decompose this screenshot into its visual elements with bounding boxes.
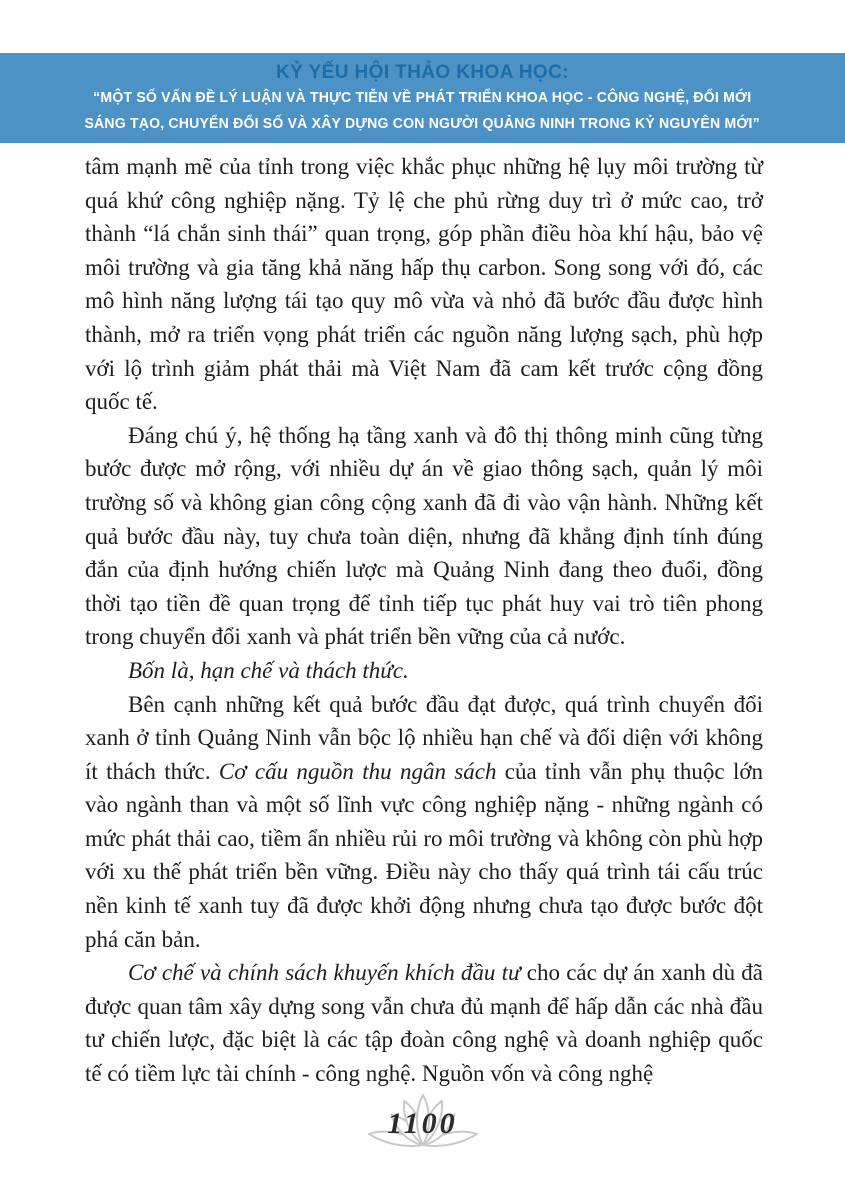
banner-subtitle-line-2: SÁNG TẠO, CHUYỂN ĐỔI SỐ VÀ XÂY DỰNG CON NGƯỜI QUẢNG NINH TRONG KỶ NGUYÊN MỚI” xyxy=(84,115,761,132)
paragraph xyxy=(85,956,763,1090)
text-run-italic: Cơ cấu nguồn thu ngân sách xyxy=(218,758,497,784)
page-footer xyxy=(0,1093,845,1153)
text-run: Đáng chú ý, hệ thống hạ tầng xanh và đô thị thông minh cũng từng bước được mở rộng, với nhiều dự án về giao thông sạch, quản lý môi trường số và không gian công cộng xanh đã đi vào vận hành. Những kết quả bước đầu này, tuy chưa toàn diện, nhưng đã khẳng định tính đúng đắn của định hướng chiến lược mà Quảng Ninh đang theo đuổi, đồng thời tạo tiền đề quan trọng để tỉnh tiếp tục phát huy vai trò tiên phong trong chuyển đổi xanh và phát triển bền vững của cả nước. xyxy=(85,422,763,650)
paragraph xyxy=(85,419,763,654)
banner-subtitle-line-1: “MỘT SỐ VẤN ĐỀ LÝ LUẬN VÀ THỰC TIỄN VỀ PHÁT TRIỂN KHOA HỌC - CÔNG NGHỆ, ĐỔI MỚI xyxy=(93,89,752,106)
text-run: Bên cạnh những kết quả bước đầu đạt được, quá trình chuyển đổi xanh ở tỉnh Quảng Ninh vẫn bộc lộ nhiều hạn chế và đối diện với không ít thách thức. xyxy=(85,691,763,784)
text-run: của tỉnh vẫn phụ thuộc lớn vào ngành than và một số lĩnh vực công nghiệp nặng - những ngành có mức phát thải cao, tiềm ẩn nhiều rủi ro môi trường và không còn phù hợp với xu thế phát triển bền vững. Điều này cho thấy quá trình tái cấu trúc nền kinh tế xanh tuy đã được khởi động nhưng chưa tạo được bước đột phá căn bản. xyxy=(85,758,764,952)
section-heading-italic xyxy=(85,654,763,688)
conference-banner xyxy=(0,53,845,143)
text-run: tâm mạnh mẽ của tỉnh trong việc khắc phục những hệ lụy môi trường từ quá khứ công nghiệp nặng. Tỷ lệ che phủ rừng duy trì ở mức cao, trở thành “lá chắn sinh thái” quan trọng, góp phần điều hòa khí hậu, bảo vệ môi trường và gia tăng khả năng hấp thụ carbon. Song song với đó, các mô hình năng lượng tái tạo quy mô vừa và nhỏ đã bước đầu được hình thành, mở ra triển vọng phát triển các nguồn năng lượng sạch, phù hợp với lộ trình giảm phát thải mà Việt Nam đã cam kết trước cộng đồng quốc tế. xyxy=(85,154,763,415)
body-text xyxy=(85,150,763,1091)
paragraph xyxy=(85,688,763,957)
banner-title: KỶ YẾU HỘI THẢO KHOA HỌC: xyxy=(276,61,569,83)
paragraph xyxy=(85,150,763,419)
page-number: 1100 xyxy=(387,1107,458,1140)
text-run-italic: Bốn là, hạn chế và thách thức. xyxy=(128,657,409,683)
text-run-italic: Cơ chế và chính sách khuyến khích đầu tư xyxy=(128,960,521,986)
page-number-block xyxy=(363,1093,483,1153)
text-run: cho các dự án xanh dù đã được quan tâm xây dựng song vẫn chưa đủ mạnh để hấp dẫn các nhà đầu tư chiến lược, đặc biệt là các tập đoàn công nghệ và doanh nghiệp quốc tế có tiềm lực tài chính - công nghệ. Nguồn vốn và công nghệ xyxy=(85,960,763,1087)
